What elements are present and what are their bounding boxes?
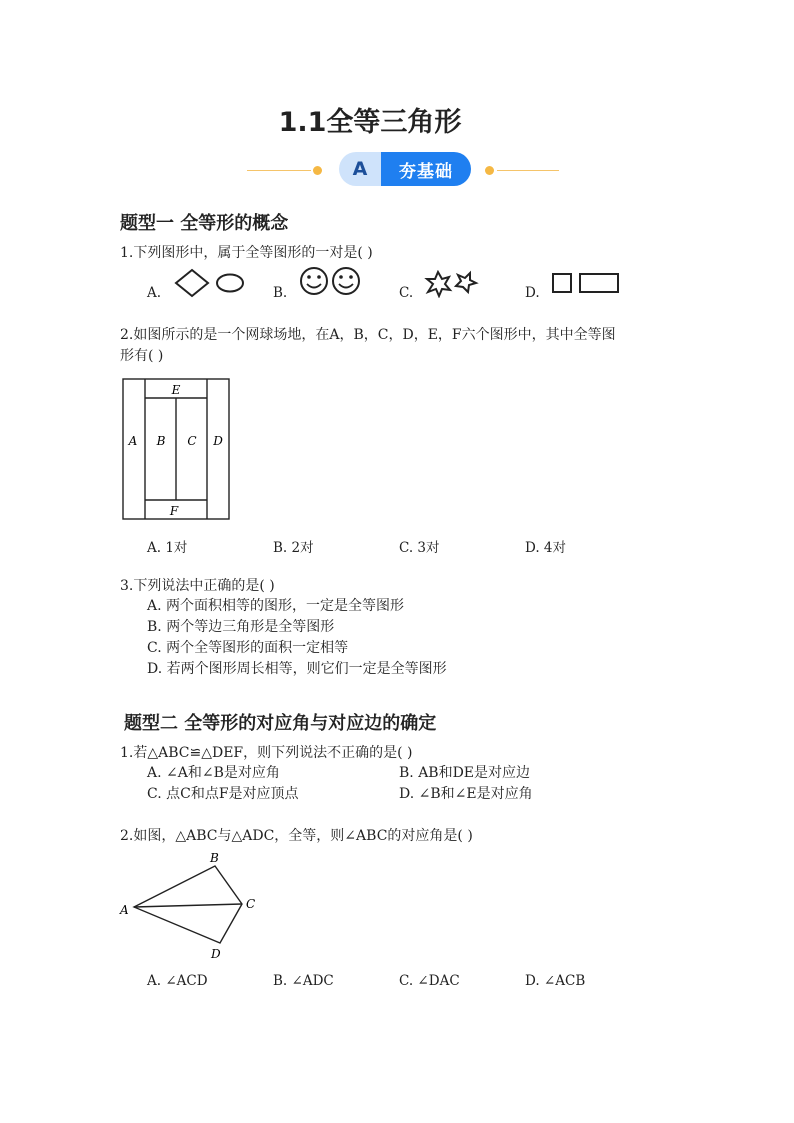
banner-line-right	[497, 170, 559, 171]
option-d: D. ∠B和∠E是对应角	[399, 786, 533, 802]
option-c: C. 两个全等图形的面积一定相等	[147, 640, 349, 656]
kite-label-a: A	[120, 903, 129, 917]
court-label-f: F	[169, 504, 179, 518]
question-1-2-stem-line2: 形有( )	[120, 348, 164, 364]
tennis-court-figure	[122, 378, 232, 522]
option-d: D. 若两个图形周长相等，则它们一定是全等图形	[147, 661, 447, 677]
question-2-1-stem: 1.若△ABC≌△DEF，则下列说法不正确的是( )	[120, 745, 413, 761]
kite-label-d: D	[211, 947, 221, 961]
court-label-d: D	[213, 434, 223, 448]
option-b: B. AB和DE是对应边	[399, 765, 531, 781]
section-heading-2: 题型二 全等形的对应角与对应边的确定	[124, 713, 437, 734]
question-1-1-stem: 1.下列图形中，属于全等图形的一对是( )	[120, 245, 373, 261]
star-shapes-figure	[422, 270, 482, 298]
kite-label-c: C	[246, 897, 256, 911]
option-c: C. 点C和点F是对应顶点	[147, 786, 299, 802]
kite-label-b: B	[210, 851, 219, 865]
question-1-3-stem: 3.下列说法中正确的是( )	[120, 578, 275, 594]
option-b: B.	[273, 285, 288, 301]
banner-line-left	[247, 170, 311, 171]
option-a: A. ∠ACD	[147, 973, 208, 989]
smiley-faces-figure	[298, 264, 364, 298]
option-d: D. 4对	[525, 540, 567, 556]
page-title: 1.1全等三角形	[278, 107, 462, 138]
court-label-e: E	[171, 383, 181, 397]
option-c: C. ∠DAC	[399, 973, 460, 989]
court-label-b: B	[156, 434, 166, 448]
court-label-a: A	[128, 434, 138, 448]
diamond-and-ellipse-figure	[170, 266, 250, 300]
option-a: A. ∠A和∠B是对应角	[147, 765, 280, 781]
option-a: A. 1对	[147, 540, 188, 556]
question-2-2-stem: 2.如图，△ABC与△ADC，全等，则∠ABC的对应角是( )	[120, 828, 473, 844]
level-pill	[339, 152, 471, 186]
section-heading-1: 题型一 全等形的概念	[120, 213, 289, 234]
option-c: C. 3对	[399, 540, 440, 556]
court-label-c: C	[187, 434, 197, 448]
option-b: B. 2对	[273, 540, 314, 556]
difficulty-banner	[247, 150, 557, 190]
level-text: 夯基础	[381, 152, 471, 186]
square-and-rectangle-figure	[550, 271, 626, 297]
option-d: D.	[525, 285, 540, 301]
option-c: C.	[399, 285, 414, 301]
option-b: B. ∠ADC	[273, 973, 334, 989]
option-b: B. 两个等边三角形是全等图形	[147, 619, 335, 635]
option-d: D. ∠ACB	[525, 973, 586, 989]
kite-figure	[112, 846, 272, 966]
level-letter: A	[339, 152, 381, 186]
question-1-2-stem-line1: 2.如图所示的是一个网球场地，在A，B，C，D，E，F六个图形中，其中全等图	[120, 327, 616, 343]
banner-dot-right	[485, 166, 494, 175]
option-a: A. 两个面积相等的图形，一定是全等图形	[147, 598, 405, 614]
banner-dot-left	[313, 166, 322, 175]
option-a: A.	[147, 285, 162, 301]
